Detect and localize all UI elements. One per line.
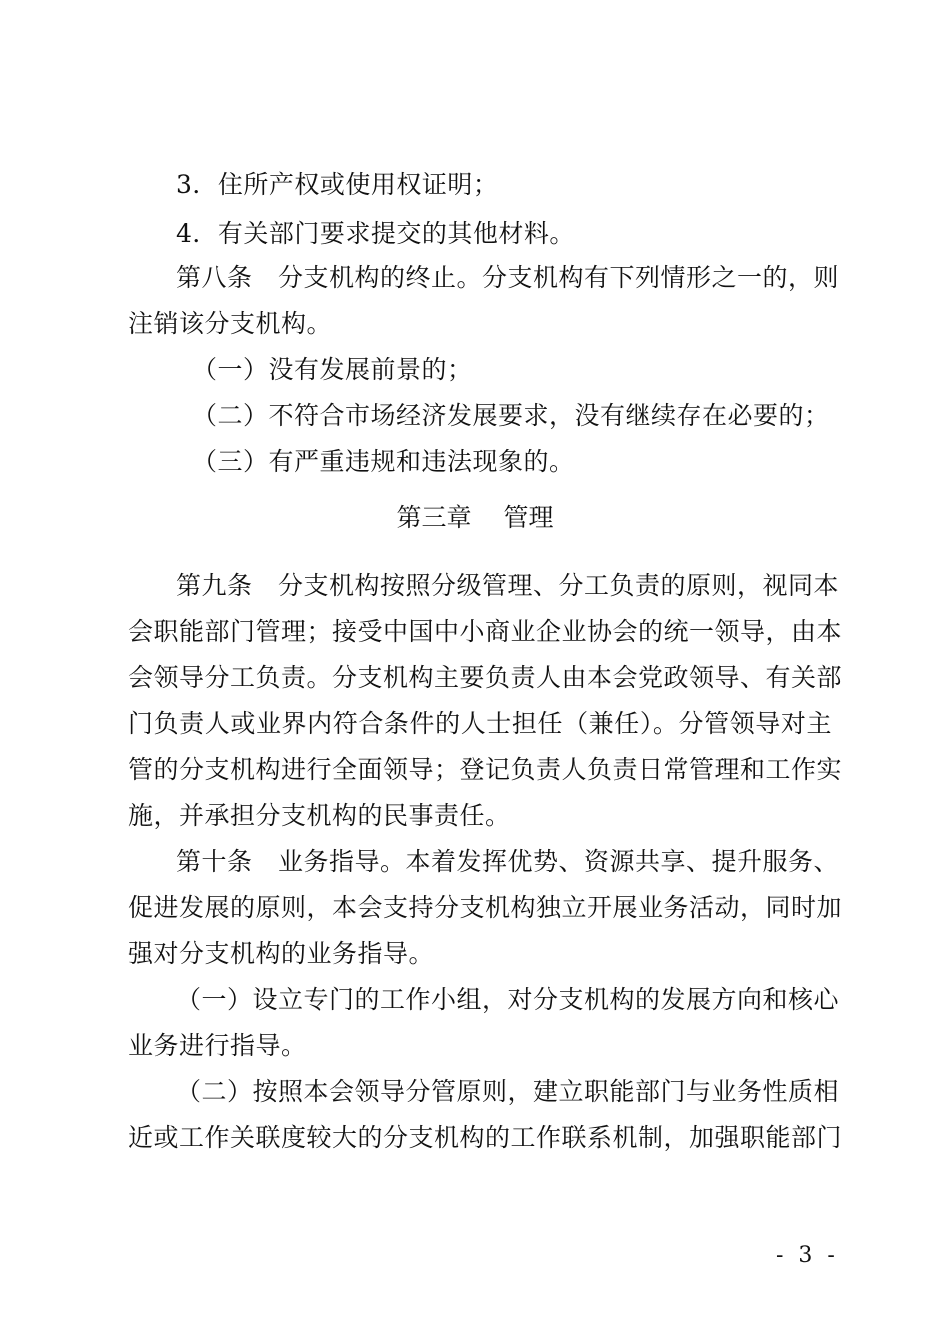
article-10-line-3: 强对分支机构的业务指导。 (128, 939, 435, 968)
article-9-line-2: 会职能部门管理；接受中国中小商业企业协会的统一领导，由本 (128, 617, 843, 646)
item-3: 3．住所产权或使用权证明； (176, 170, 499, 199)
article-9-line-6: 施，并承担分支机构的民事责任。 (128, 801, 511, 830)
article-8-clause-2: （二）不符合市场经济发展要求，没有继续存在必要的； (192, 401, 830, 430)
article-8-line-2: 注销该分支机构。 (128, 309, 333, 338)
article-10-clause-2-line-2: 近或工作关联度较大的分支机构的工作联系机制，加强职能部门 (128, 1123, 843, 1152)
chapter-title: 管理 (503, 503, 554, 532)
article-9-line-3: 会领导分工负责。分支机构主要负责人由本会党政领导、有关部 (128, 663, 843, 692)
chapter-number: 第三章 (396, 503, 472, 532)
article-9-line-4: 门负责人或业界内符合条件的人士担任（兼任）。分管领导对主 (128, 709, 832, 738)
page-number: - 3 - (776, 1243, 839, 1268)
article-10-line-2: 促进发展的原则，本会支持分支机构独立开展业务活动，同时加 (128, 893, 843, 922)
article-10-clause-1-line-2: 业务进行指导。 (128, 1031, 307, 1060)
item-4: 4．有关部门要求提交的其他材料。 (176, 219, 575, 248)
article-8-clause-3: （三）有严重违规和违法现象的。 (192, 447, 575, 476)
article-9-line-5: 管的分支机构进行全面领导；登记负责人负责日常管理和工作实 (128, 755, 843, 784)
article-10-line-1: 第十条 业务指导。本着发挥优势、资源共享、提升服务、 (176, 847, 840, 876)
chapter-heading (0, 503, 950, 533)
article-10-clause-2-line-1: （二）按照本会领导分管原则，建立职能部门与业务性质相 (176, 1077, 840, 1106)
article-8-line-1: 第八条 分支机构的终止。分支机构有下列情形之一的，则 (176, 263, 840, 292)
article-8-clause-1: （一）没有发展前景的； (192, 355, 473, 384)
article-9-line-1: 第九条 分支机构按照分级管理、分工负责的原则，视同本 (176, 571, 840, 600)
article-10-clause-1-line-1: （一）设立专门的工作小组，对分支机构的发展方向和核心 (176, 985, 840, 1014)
